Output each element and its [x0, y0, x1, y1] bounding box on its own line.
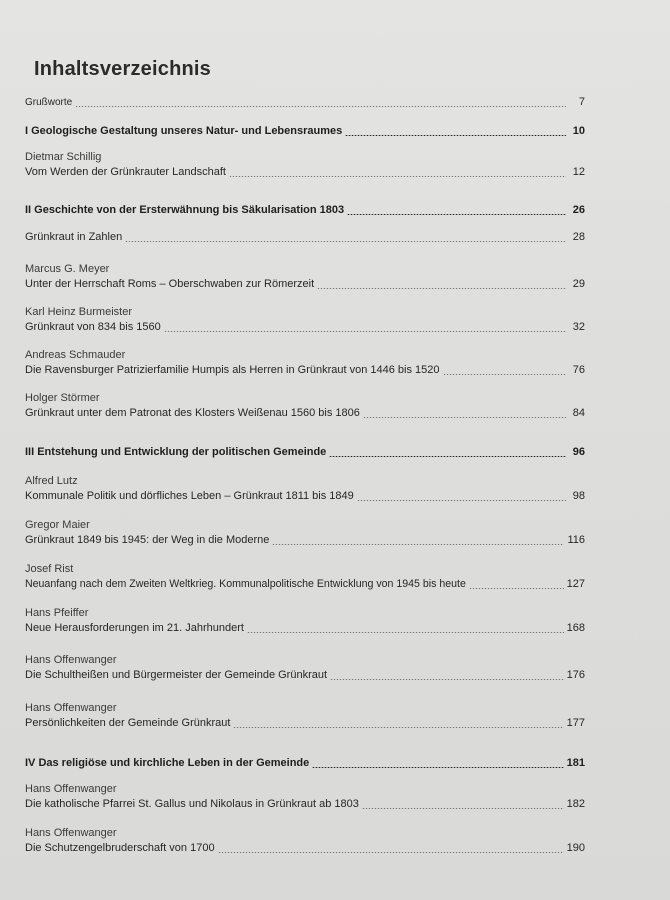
toc-row: [25, 716, 585, 731]
toc-section-1: [25, 124, 585, 139]
toc-section-4: [25, 756, 585, 771]
toc-entry-author: Andreas Schmauder: [25, 349, 126, 361]
toc-entry: [25, 230, 585, 245]
toc-row: [25, 230, 585, 245]
toc-entry-title: Die Ravensburger Patrizierfamilie Humpis als Herren in Grünkraut von 1446 bis 1520: [25, 364, 440, 376]
dot-leader: [229, 176, 566, 177]
toc-entry-author: Hans Offenwanger: [25, 827, 117, 839]
toc-section-title: I Geologische Gestaltung unseres Natur- und Lebensraumes: [25, 125, 343, 137]
toc-entry-greetings: [25, 95, 585, 110]
dot-leader: [363, 417, 566, 418]
toc-entry-page: 168: [566, 622, 585, 634]
toc-entry: [25, 347, 585, 378]
toc-entry-title: Grünkraut in Zahlen: [25, 231, 123, 243]
dot-leader: [312, 767, 563, 768]
toc-entry-author: Marcus G. Meyer: [25, 263, 110, 275]
toc-row: [25, 489, 585, 504]
toc-section-page: 10: [572, 125, 585, 137]
toc-entry: [25, 700, 585, 731]
toc-entry-author: Holger Störmer: [25, 392, 100, 404]
toc-row: [25, 577, 585, 592]
toc-entry-page: 176: [566, 669, 585, 681]
toc-entry-page: 28: [572, 231, 585, 243]
dot-leader: [247, 632, 564, 633]
dot-leader: [347, 214, 566, 215]
toc-row: [25, 797, 585, 812]
toc-entry-title: Die katholische Pfarrei St. Gallus und Nikolaus in Grünkraut ab 1803: [25, 798, 359, 810]
toc-entry-title: Unter der Herrschaft Roms – Oberschwaben zur Römerzeit: [25, 278, 315, 290]
toc-entry: [25, 605, 585, 636]
page-title: Inhaltsverzeichnis: [34, 58, 211, 80]
toc-entry: [25, 781, 585, 812]
toc-entry-author: Hans Offenwanger: [25, 702, 117, 714]
toc-entry: [25, 149, 585, 180]
toc-row: [25, 668, 585, 683]
toc-entry-page: 98: [572, 490, 585, 502]
toc-entry-title: Neue Herausforderungen im 21. Jahrhundert: [25, 622, 244, 634]
toc-entry: [25, 304, 585, 335]
toc-entry-page: 84: [572, 407, 585, 419]
toc-entry-title: Vom Werden der Grünkrauter Landschaft: [25, 166, 226, 178]
toc-entry-author: Alfred Lutz: [25, 475, 78, 487]
toc-entry-page: 76: [572, 364, 585, 376]
toc-entry-author: Dietmar Schillig: [25, 151, 102, 163]
toc-row: [25, 406, 585, 421]
toc-entry: [25, 261, 585, 292]
toc-entry-author: Hans Offenwanger: [25, 654, 117, 666]
toc-row: [25, 621, 585, 636]
toc-row: [25, 320, 585, 335]
toc-entry-author: Hans Offenwanger: [25, 783, 117, 795]
dot-leader: [272, 544, 564, 545]
toc-entry-page: 7: [578, 96, 585, 108]
toc-entry-title: Neuanfang nach dem Zweiten Weltkrieg. Kommunalpolitische Entwicklung von 1945 bis heute: [25, 578, 466, 590]
toc-entry: [25, 652, 585, 683]
toc-entry: [25, 473, 585, 504]
toc-entry-title: Die Schultheißen und Bürgermeister der Gemeinde Grünkraut: [25, 669, 328, 681]
dot-leader: [164, 331, 566, 332]
toc-entry: [25, 517, 585, 548]
toc-row: [25, 124, 585, 139]
toc-entry-title: Grußworte: [25, 97, 73, 108]
toc-entry-page: 127: [566, 578, 585, 590]
toc-entry-page: 32: [572, 321, 585, 333]
toc-entry: [25, 390, 585, 421]
toc-section-title: II Geschichte von der Ersterwähnung bis Säkularisation 1803: [25, 204, 345, 216]
dot-leader: [317, 288, 566, 289]
toc-section-title: IV Das religiöse und kirchliche Leben in der Gemeinde: [25, 757, 310, 769]
toc-section-page: 96: [572, 446, 585, 458]
toc-entry-title: Kommunale Politik und dörfliches Leben – Grünkraut 1811 bis 1849: [25, 490, 354, 502]
toc-row: [25, 841, 585, 856]
toc-row: [25, 95, 585, 110]
toc-entry-title: Grünkraut unter dem Patronat des Klosters Weißenau 1560 bis 1806: [25, 407, 360, 419]
toc-row: [25, 363, 585, 378]
toc-entry-title: Persönlichkeiten der Gemeinde Grünkraut: [25, 717, 231, 729]
toc-entry-page: 12: [572, 166, 585, 178]
toc-entry-page: 190: [566, 842, 585, 854]
toc-section-page: 181: [566, 757, 585, 769]
toc-entry-author: Hans Pfeiffer: [25, 607, 89, 619]
dot-leader: [233, 727, 563, 728]
dot-leader: [330, 679, 564, 680]
toc-section-page: 26: [572, 204, 585, 216]
toc-row: [25, 445, 585, 460]
toc-section-title: III Entstehung und Entwicklung der politischen Gemeinde: [25, 446, 327, 458]
toc-entry: [25, 825, 585, 856]
toc-section-2: [25, 203, 585, 218]
dot-leader: [75, 106, 566, 107]
toc-entry-author: Josef Rist: [25, 563, 74, 575]
toc-entry-title: Grünkraut von 834 bis 1560: [25, 321, 161, 333]
toc-row: [25, 533, 585, 548]
toc-entry-author: Karl Heinz Burmeister: [25, 306, 132, 318]
toc-row: [25, 756, 585, 771]
toc-section-3: [25, 445, 585, 460]
dot-leader: [443, 374, 566, 375]
dot-leader: [329, 456, 566, 457]
dot-leader: [125, 241, 566, 242]
toc-entry-page: 29: [572, 278, 585, 290]
toc-entry-title: Grünkraut 1849 bis 1945: der Weg in die Moderne: [25, 534, 270, 546]
toc-entry-author: Gregor Maier: [25, 519, 90, 531]
toc-entry-page: 182: [566, 798, 585, 810]
dot-leader: [469, 588, 564, 589]
toc-row: [25, 277, 585, 292]
toc-entry-page: 116: [567, 534, 585, 546]
toc-entry: [25, 561, 585, 592]
toc-row: [25, 203, 585, 218]
dot-leader: [362, 808, 564, 809]
toc-entry-page: 177: [566, 717, 585, 729]
dot-leader: [218, 852, 564, 853]
toc-entry-title: Die Schutzengelbruderschaft von 1700: [25, 842, 215, 854]
toc-row: [25, 165, 585, 180]
dot-leader: [345, 135, 566, 136]
dot-leader: [357, 500, 566, 501]
